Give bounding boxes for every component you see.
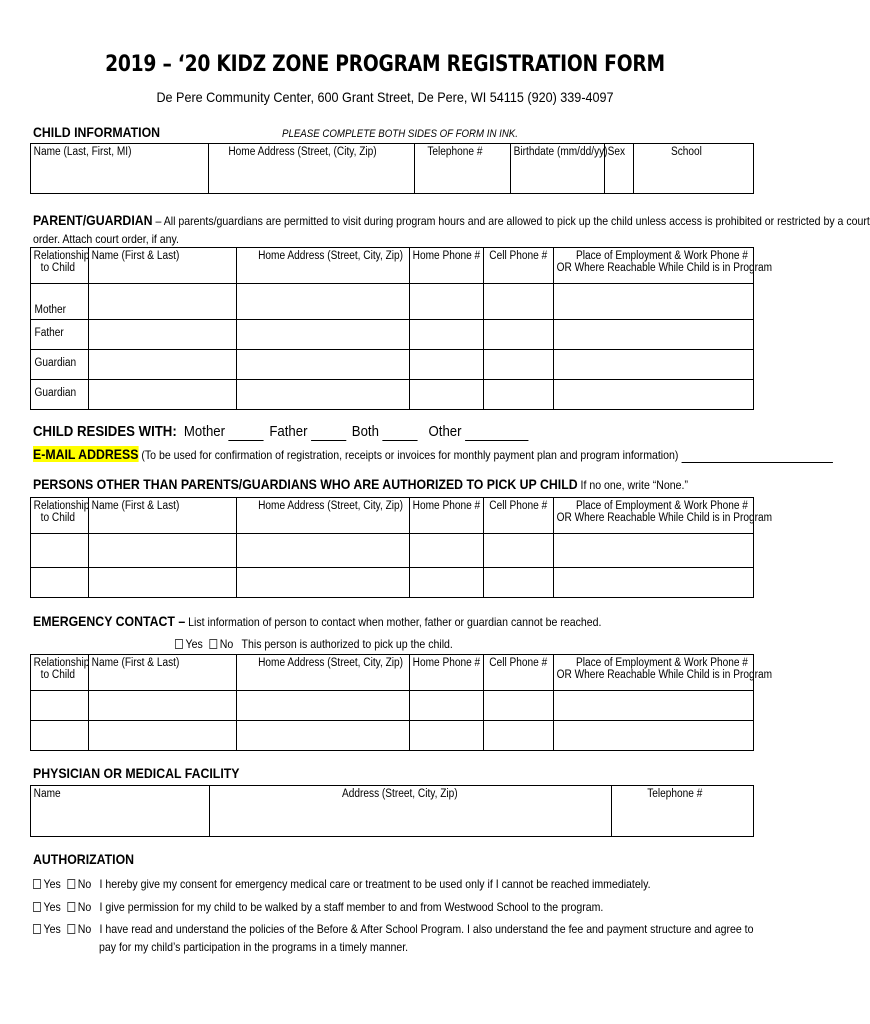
ink-note: PLEASE COMPLETE BOTH SIDES OF FORM IN INK.: [282, 128, 518, 140]
guardian2-address-field[interactable]: [237, 380, 410, 410]
auth2-text: I give permission for my child to be walked by a staff member to and from Westwood School to the program.: [99, 900, 604, 914]
mother-address-field[interactable]: [237, 284, 410, 320]
emergency-yes-checkbox[interactable]: [175, 639, 183, 649]
physician-col-address: Address (Street, City, Zip): [342, 788, 458, 800]
emergency2-cell-phone-field[interactable]: [484, 721, 554, 751]
row-label-father: Father: [34, 327, 64, 339]
emergency-note: List information of person to contact when mother, father or guardian cannot be reached.: [185, 615, 602, 629]
pickup-note: If no one, write “None.”: [577, 478, 688, 492]
pickup2-employment-field[interactable]: [554, 568, 754, 598]
child-sex-header: Sex: [607, 146, 626, 158]
physician-col-name: Name: [33, 788, 61, 800]
row-label-mother: Mother: [34, 304, 67, 316]
child-sex-field[interactable]: [605, 144, 634, 194]
resides-father-blank[interactable]: [311, 423, 346, 441]
child-school-field[interactable]: [634, 144, 754, 194]
mother-home-phone-field[interactable]: [410, 284, 484, 320]
emergency-no-checkbox[interactable]: [209, 639, 217, 649]
auth2-yes-checkbox[interactable]: [33, 902, 41, 912]
physician-col-phone: Telephone #: [647, 788, 703, 800]
pickup-col-home-phone: Home Phone #: [412, 500, 481, 512]
parent-col-cell-phone: Cell Phone #: [489, 250, 548, 262]
resides-option-father: Father: [269, 423, 308, 440]
pickup2-name-field[interactable]: [89, 568, 237, 598]
parent-guardian-heading: PARENT/GUARDIAN: [33, 212, 153, 228]
pickup-heading-line: [33, 476, 688, 492]
resides-option-other: Other: [428, 423, 462, 440]
emergency1-relationship-field[interactable]: [31, 691, 89, 721]
emergency2-home-phone-field[interactable]: [410, 721, 484, 751]
emergency-col-employment: Place of Employment & Work Phone # OR Where Reachable While Child is in Program: [556, 657, 773, 681]
authorization-item-3-continued: pay for my child’s participation in the programs in a timely manner.: [99, 940, 409, 954]
emergency1-employment-field[interactable]: [554, 691, 754, 721]
guardian2-name-field[interactable]: [89, 380, 237, 410]
child-address-field[interactable]: [209, 144, 415, 194]
child-info-table: [30, 143, 754, 194]
father-cell-phone-field[interactable]: [484, 320, 554, 350]
parent-col-name: Name (First & Last): [91, 250, 180, 262]
child-birthdate-header: Birthdate (mm/dd/yy): [513, 146, 608, 158]
child-telephone-field[interactable]: [415, 144, 511, 194]
table-row: [31, 721, 754, 751]
auth3-no-checkbox[interactable]: [67, 924, 75, 934]
emergency-no-label: No: [219, 637, 234, 651]
emergency-heading-line: [33, 613, 601, 629]
emergency2-address-field[interactable]: [237, 721, 410, 751]
emergency-col-address: Home Address (Street, City, Zip): [258, 657, 404, 669]
mother-name-field[interactable]: [89, 284, 237, 320]
pickup-col-relationship: Relationship to Child: [33, 500, 90, 524]
guardian1-home-phone-field[interactable]: [410, 350, 484, 380]
emergency-authorized-line: [175, 637, 453, 651]
table-row: [31, 380, 754, 410]
emergency-yes-label: Yes: [185, 637, 203, 651]
child-name-field[interactable]: [31, 144, 209, 194]
table-row: [31, 284, 754, 320]
row-label-guardian-1: Guardian: [34, 357, 77, 369]
emergency1-name-field[interactable]: [89, 691, 237, 721]
pickup1-home-phone-field[interactable]: [410, 534, 484, 568]
physician-address-field[interactable]: [210, 786, 612, 837]
resides-other-blank[interactable]: [465, 423, 528, 441]
parent-description-line1: PARENT/GUARDIAN – All parents/guardians are permitted to visit during program hours and are allowed to pick up the child unless access is prohibited or restricted by a court: [33, 212, 870, 228]
email-line: E-MAIL ADDRESS (To be used for confirmation of registration, receipts or invoices for monthly payment plan and program information): [33, 446, 833, 463]
pickup2-cell-phone-field[interactable]: [484, 568, 554, 598]
physician-phone-field[interactable]: [612, 786, 754, 837]
child-telephone-header: Telephone #: [427, 146, 483, 158]
mother-cell-phone-field[interactable]: [484, 284, 554, 320]
emergency1-cell-phone-field[interactable]: [484, 691, 554, 721]
resides-both-blank[interactable]: [383, 423, 418, 441]
child-school-header: School: [670, 146, 702, 158]
guardian2-cell-phone-field[interactable]: [484, 380, 554, 410]
email-label: E-MAIL ADDRESS: [33, 446, 139, 462]
pickup1-name-field[interactable]: [89, 534, 237, 568]
emergency-col-cell-phone: Cell Phone #: [489, 657, 548, 669]
resides-with-line: [33, 423, 529, 441]
emergency2-relationship-field[interactable]: [31, 721, 89, 751]
emergency1-home-phone-field[interactable]: [410, 691, 484, 721]
emergency1-address-field[interactable]: [237, 691, 410, 721]
resides-option-both: Both: [351, 423, 379, 440]
table-row: [31, 534, 754, 568]
guardian2-employment-field[interactable]: [554, 380, 754, 410]
parent-col-home-phone: Home Phone #: [412, 250, 481, 262]
auth1-text: I hereby give my consent for emergency medical care or treatment to be used only if I cannot be reached immediately.: [99, 877, 651, 891]
pickup2-home-phone-field[interactable]: [410, 568, 484, 598]
child-address-header: Home Address (Street, (City, Zip): [228, 146, 377, 158]
emergency2-name-field[interactable]: [89, 721, 237, 751]
parent-col-relationship: Relationship to Child: [33, 250, 90, 274]
form-title: 2019 – ‘20 KIDZ ZONE PROGRAM REGISTRATION FORM: [105, 52, 665, 77]
pickup-table: [30, 497, 773, 598]
pickup-col-name: Name (First & Last): [91, 500, 180, 512]
pickup-col-employment: Place of Employment & Work Phone # OR Where Reachable While Child is in Program: [556, 500, 773, 524]
pickup1-cell-phone-field[interactable]: [484, 534, 554, 568]
pickup2-address-field[interactable]: [237, 568, 410, 598]
auth3-text: I have read and understand the policies of the Before & After School Program. I also understand the fee and payment structure and agree to: [99, 922, 754, 936]
authorization-item-3: Yes No I have read and understand the policies of the Before & After School Program. I also understand the fee and payment structure and agree to: [33, 922, 754, 936]
authorization-item-1: Yes No I hereby give my consent for emergency medical care or treatment to be used only if I cannot be reached immediately.: [33, 877, 650, 891]
physician-name-field[interactable]: [31, 786, 210, 837]
form-address: De Pere Community Center, 600 Grant Street, De Pere, WI 54115 (920) 339-4097: [156, 89, 614, 105]
guardian1-cell-phone-field[interactable]: [484, 350, 554, 380]
pickup-heading: PERSONS OTHER THAN PARENTS/GUARDIANS WHO ARE AUTHORIZED TO PICK UP CHILD: [33, 476, 578, 492]
parent-col-employment: Place of Employment & Work Phone # OR Where Reachable While Child is in Program: [556, 250, 773, 274]
father-employment-field[interactable]: [554, 320, 754, 350]
guardian1-address-field[interactable]: [237, 350, 410, 380]
parent-description-line2: order. Attach court order, if any.: [33, 232, 179, 246]
auth1-no-checkbox[interactable]: [67, 879, 75, 889]
table-row: [31, 350, 754, 380]
father-address-field[interactable]: [237, 320, 410, 350]
child-name-header: Name (Last, First, MI): [33, 146, 132, 158]
emergency-table: [30, 654, 773, 751]
father-home-phone-field[interactable]: [410, 320, 484, 350]
guardian2-home-phone-field[interactable]: [410, 380, 484, 410]
table-row: [31, 568, 754, 598]
parent-col-address: Home Address (Street, City, Zip): [258, 250, 404, 262]
emergency-col-name: Name (First & Last): [91, 657, 180, 669]
authorization-item-2: Yes No I give permission for my child to be walked by a staff member to and from Westwood School to the program.: [33, 900, 603, 914]
emergency-authorized-text: This person is authorized to pick up the child.: [241, 637, 453, 651]
emergency-col-relationship: Relationship to Child: [33, 657, 90, 681]
pickup1-address-field[interactable]: [237, 534, 410, 568]
pickup1-employment-field[interactable]: [554, 534, 754, 568]
pickup-col-cell-phone: Cell Phone #: [489, 500, 548, 512]
pickup-col-address: Home Address (Street, City, Zip): [258, 500, 404, 512]
resides-mother-blank[interactable]: [229, 423, 264, 441]
emergency2-employment-field[interactable]: [554, 721, 754, 751]
emergency-col-home-phone: Home Phone #: [412, 657, 481, 669]
guardian1-name-field[interactable]: [89, 350, 237, 380]
email-field[interactable]: [681, 448, 832, 463]
auth2-no-checkbox[interactable]: [67, 902, 75, 912]
table-row: [31, 320, 754, 350]
resides-with-label: CHILD RESIDES WITH:: [33, 423, 177, 440]
guardian1-employment-field[interactable]: [554, 350, 754, 380]
physician-table: [30, 785, 754, 837]
authorization-heading: AUTHORIZATION: [33, 851, 135, 867]
parent-guardian-table: [30, 247, 773, 410]
row-label-guardian-2: Guardian: [34, 387, 77, 399]
auth1-yes-checkbox[interactable]: [33, 879, 41, 889]
pickup1-relationship-field[interactable]: [31, 534, 89, 568]
emergency-heading: EMERGENCY CONTACT –: [33, 613, 186, 629]
child-birthdate-field[interactable]: [511, 144, 608, 194]
father-name-field[interactable]: [89, 320, 237, 350]
mother-employment-field[interactable]: [554, 284, 754, 320]
resides-option-mother: Mother: [183, 423, 226, 440]
child-info-heading: CHILD INFORMATION: [33, 124, 161, 140]
pickup2-relationship-field[interactable]: [31, 568, 89, 598]
physician-heading: PHYSICIAN OR MEDICAL FACILITY: [33, 765, 240, 781]
table-row: [31, 691, 754, 721]
auth3-yes-checkbox[interactable]: [33, 924, 41, 934]
